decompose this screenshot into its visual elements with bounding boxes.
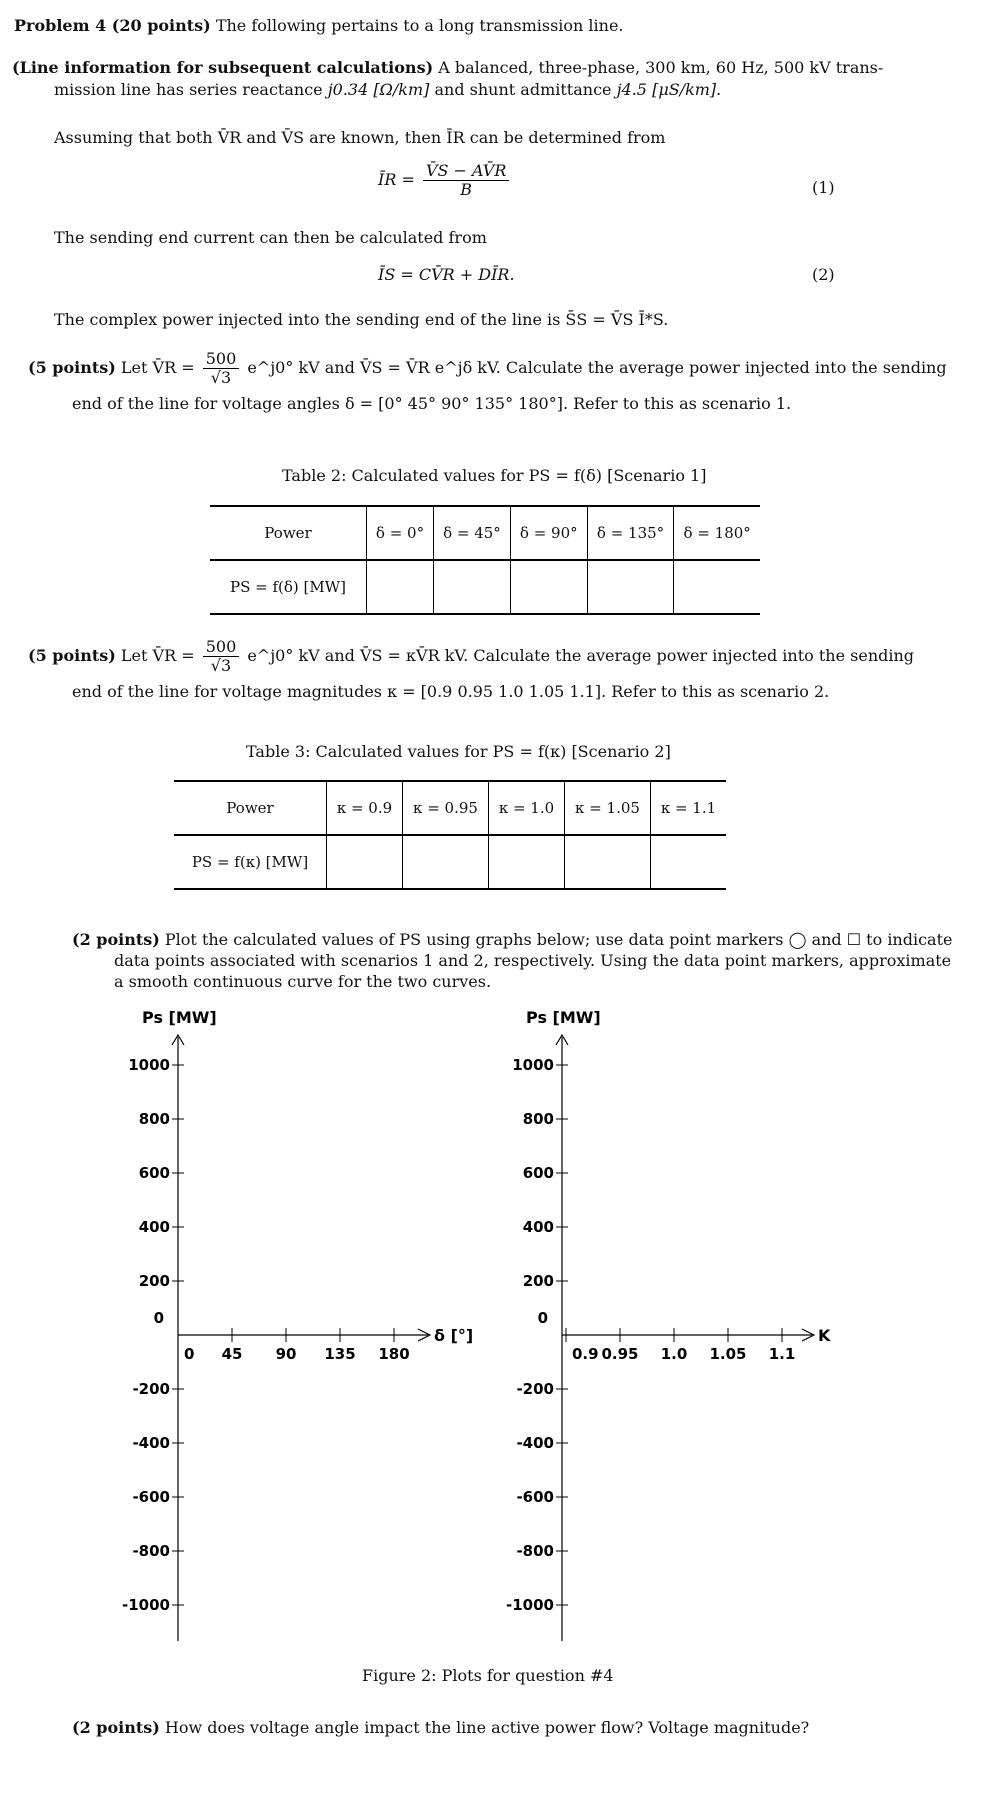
table3-cell[interactable]: [402, 835, 488, 889]
line-info-text1: A balanced, three-phase, 300 km, 60 Hz, 500 kV trans-: [438, 58, 884, 77]
x-tick-label: 1.1: [768, 1345, 796, 1363]
scenario2-frac-den: √3: [210, 656, 232, 675]
table3: [174, 780, 726, 890]
equation-2: [378, 265, 515, 284]
x-tick-label: 90: [275, 1345, 297, 1363]
y-tick-label: 600: [522, 1164, 554, 1182]
reactance-value: j0.34 [Ω/km]: [327, 80, 430, 99]
table3-header-k09: κ = 0.9: [327, 781, 403, 835]
line-info-line1: [12, 58, 883, 77]
y-tick-label: 400: [522, 1218, 554, 1236]
table3-header-k11: κ = 1.1: [651, 781, 727, 835]
table2-cell[interactable]: [434, 560, 511, 614]
chart-scenario1: [110, 1005, 490, 1645]
table2-cell[interactable]: [674, 560, 760, 614]
table2-cell[interactable]: [587, 560, 674, 614]
table3-cell[interactable]: [651, 835, 727, 889]
x-tick-label: 45: [221, 1345, 243, 1363]
table3-cell[interactable]: [327, 835, 403, 889]
final-question: [72, 1718, 809, 1737]
origin-label: 0: [537, 1309, 548, 1327]
x-axis-label: K: [818, 1326, 831, 1345]
y-tick-label: -800: [516, 1542, 554, 1560]
y-tick-label: 600: [138, 1164, 170, 1182]
y-tick-label: 1000: [128, 1056, 170, 1074]
final-question-text: How does voltage angle impact the line active power flow? Voltage magnitude?: [164, 1718, 810, 1737]
y-tick-label: -200: [132, 1380, 170, 1398]
table2-row-label: PS = f(δ) [MW]: [210, 560, 367, 614]
scenario2-points: (5 points): [28, 646, 116, 665]
x-tick-label: 1.0: [660, 1345, 688, 1363]
table2-header-delta180: δ = 180°: [674, 506, 760, 560]
table3-header-k105: κ = 1.05: [564, 781, 650, 835]
scenario1-frac-num: 500: [203, 350, 240, 369]
scenario2-text-b: e^j0° kV and V̄S = κV̄R kV. Calculate the average power injected into the sending: [247, 646, 915, 665]
table3-header-power: Power: [174, 781, 327, 835]
y-tick-label: 200: [522, 1272, 554, 1290]
table2-header-row: [210, 506, 760, 560]
problem-title: Problem 4 (20 points): [14, 16, 211, 35]
scenario1-text-a: Let V̄R =: [120, 358, 195, 377]
table3-caption: Table 3: Calculated values for PS = f(κ) [Scenario 2]: [246, 742, 671, 761]
x-tick-label: 0.95: [601, 1345, 639, 1363]
y-tick-label: 800: [138, 1110, 170, 1128]
table3-row-label: PS = f(κ) [MW]: [174, 835, 327, 889]
table3-header-k10: κ = 1.0: [489, 781, 565, 835]
eq1-fraction: [423, 162, 509, 199]
problem-intro: The following pertains to a long transmission line.: [215, 16, 624, 35]
scenario1-points: (5 points): [28, 358, 116, 377]
line-info-text2b: and shunt admittance: [429, 80, 617, 99]
plot-instructions-line3: a smooth continuous curve for the two curves.: [114, 972, 492, 991]
paragraph-2: The sending end current can then be calculated from: [54, 228, 487, 247]
y-tick-label: -800: [132, 1542, 170, 1560]
table2-caption: Table 2: Calculated values for PS = f(δ) [Scenario 1]: [282, 466, 707, 485]
x-axis-label: δ [°]: [434, 1326, 474, 1345]
scenario2-text-c: end of the line for voltage magnitudes κ = [0.9 0.95 1.0 1.05 1.1]. Refer to this as scenario 2.: [72, 682, 830, 701]
paragraph-1: Assuming that both V̄R and V̄S are known, then ĪR can be determined from: [54, 128, 666, 147]
y-tick-label: -200: [516, 1380, 554, 1398]
table2-value-row: [210, 560, 760, 614]
scenario2-frac-num: 500: [203, 638, 240, 657]
table3-header-row: [174, 781, 726, 835]
scenario1-text-b: e^j0° kV and V̄S = V̄R e^jδ kV. Calculate the average power injected into the sending: [247, 358, 947, 377]
plot-instructions-text1: Plot the calculated values of PS using graphs below; use data point markers ◯ and ☐ to indicate: [164, 930, 953, 949]
x-tick-label: 135: [324, 1345, 356, 1363]
y-tick-label: 800: [522, 1110, 554, 1128]
origin-label: 0: [153, 1309, 164, 1327]
table2-header-delta135: δ = 135°: [587, 506, 674, 560]
y-tick-label: -1000: [122, 1596, 170, 1614]
table2-header-power: Power: [210, 506, 367, 560]
table2-header-delta90: δ = 90°: [510, 506, 587, 560]
eq1-number: (1): [812, 178, 835, 197]
line-info-text2a: mission line has series reactance: [54, 80, 328, 99]
line-info-heading: (Line information for subsequent calculations): [12, 58, 434, 77]
y-tick-label: -600: [516, 1488, 554, 1506]
table2-cell[interactable]: [510, 560, 587, 614]
line-info-line2: [54, 80, 721, 99]
y-tick-label: -400: [516, 1434, 554, 1452]
table2: [210, 505, 760, 615]
admittance-value: j4.5 [μS/km].: [616, 80, 722, 99]
eq1-lhs: ĪR =: [378, 170, 415, 189]
y-tick-label: -1000: [506, 1596, 554, 1614]
scenario2-line1: [28, 638, 914, 675]
plot-instructions-points: (2 points): [72, 930, 160, 949]
table3-cell[interactable]: [489, 835, 565, 889]
eq1-numerator: V̄S − AV̄R: [423, 162, 509, 181]
plot-instructions-line1: [72, 930, 953, 949]
x-tick-label: 1.05: [709, 1345, 747, 1363]
y-tick-label: 200: [138, 1272, 170, 1290]
scenario1-frac-den: √3: [210, 368, 232, 387]
table3-value-row: [174, 835, 726, 889]
y-axis-label: Ps [MW]: [526, 1008, 601, 1027]
problem-header: [14, 16, 624, 35]
chart-scenario2: [494, 1005, 874, 1645]
paragraph-3: The complex power injected into the sending end of the line is S̄S = V̄S Ī*S.: [54, 310, 669, 329]
scenario1-fraction: [203, 350, 240, 387]
x-tick-label: 0: [184, 1345, 195, 1363]
scenario2-fraction: [203, 638, 240, 675]
y-tick-label: -600: [132, 1488, 170, 1506]
eq1-denominator: B: [460, 180, 473, 199]
eq2-number: (2): [812, 265, 835, 284]
eq2-text: ĪS = CV̄R + DĪR.: [378, 265, 515, 284]
x-tick-label: 0.9: [572, 1345, 599, 1363]
scenario1-text-c: end of the line for voltage angles δ = [0° 45° 90° 135° 180°]. Refer to this as scenario 1.: [72, 394, 792, 413]
y-tick-label: 1000: [512, 1056, 554, 1074]
y-tick-label: -400: [132, 1434, 170, 1452]
final-question-points: (2 points): [72, 1718, 160, 1737]
table2-header-delta45: δ = 45°: [434, 506, 511, 560]
y-axis-label: Ps [MW]: [142, 1008, 217, 1027]
table3-header-k095: κ = 0.95: [402, 781, 488, 835]
table2-cell[interactable]: [367, 560, 434, 614]
scenario1-line1: [28, 350, 947, 387]
equation-1: [378, 162, 512, 199]
table3-cell[interactable]: [564, 835, 650, 889]
x-tick-label: 180: [378, 1345, 410, 1363]
scenario2-text-a: Let V̄R =: [120, 646, 195, 665]
table2-header-delta0: δ = 0°: [367, 506, 434, 560]
plot-instructions-line2: data points associated with scenarios 1 and 2, respectively. Using the data point markers, approximate: [114, 951, 952, 970]
y-tick-label: 400: [138, 1218, 170, 1236]
figure-caption: Figure 2: Plots for question #4: [362, 1666, 614, 1685]
